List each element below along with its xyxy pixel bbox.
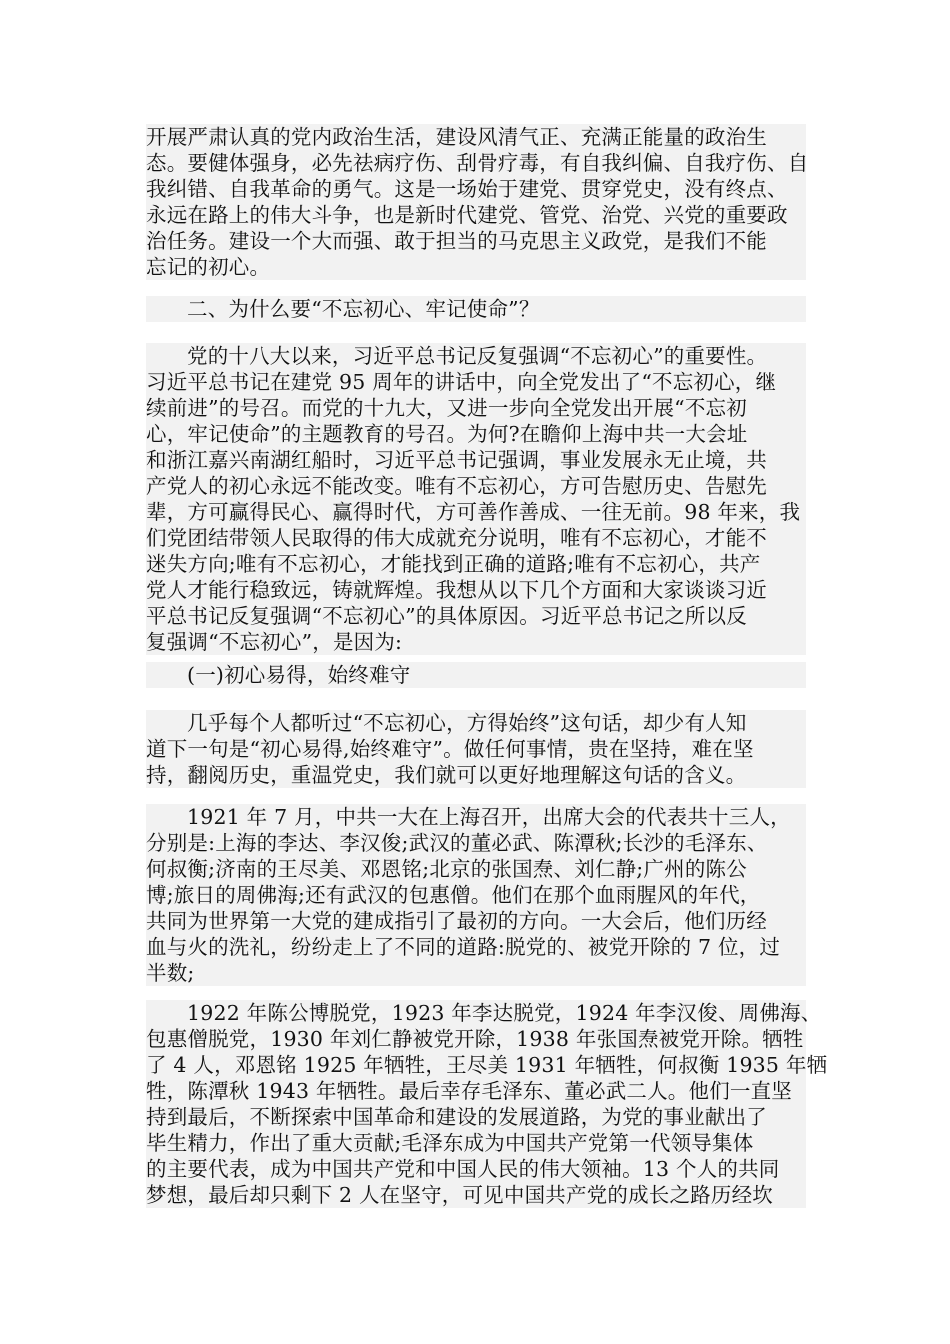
text-line: 血与火的洗礼，纷纷走上了不同的道路:脱党的、被党开除的 7 位，过 [146, 935, 781, 959]
text-line: 我纠错、自我革命的勇气。这是一场始于建党、贯穿党史，没有终点、 [146, 177, 788, 201]
text-line: 持，翻阅历史，重温党史，我们就可以更好地理解这句话的含义。 [146, 763, 747, 787]
text-line: 了 4 人，邓恩铭 1925 年牺牲，王尽美 1931 年牺牲，何叔衡 1935 年牺 [146, 1053, 828, 1077]
text-line: 何叔衡;济南的王尽美、邓恩铭;北京的张国焘、刘仁静;广州的陈公 [146, 857, 747, 881]
text-line: 党的十八大以来，习近平总书记反复强调“不忘初心”的重要性。 [187, 344, 768, 368]
text-line: 博;旅日的周佛海;还有武汉的包惠僧。他们在那个血雨腥风的年代， [146, 883, 761, 907]
text-line: 毕生精力，作出了重大贡献;毛泽东成为中国共产党第一代领导集体 [146, 1131, 754, 1155]
text-line: 们党团结带领人民取得的伟大成就充分说明，唯有不忘初心，才能不 [146, 526, 767, 550]
text-line: 共同为世界第一大党的建成指引了最初的方向。一大会后，他们历经 [146, 909, 767, 933]
text-line: 永远在路上的伟大斗争，也是新时代建党、管党、治党、兴党的重要政 [146, 203, 788, 227]
section-heading [146, 296, 806, 322]
text-line: 包惠僧脱党，1930 年刘仁静被党开除，1938 年张国焘被党开除。牺牲 [146, 1027, 804, 1051]
text-line: 分别是:上海的李达、李汉俊;武汉的董必武、陈潭秋;长沙的毛泽东、 [146, 831, 768, 855]
heading-line: (一)初心易得，始终难守 [187, 663, 411, 687]
text-line: 和浙江嘉兴南湖红船时，习近平总书记强调，事业发展永无止境，共 [146, 448, 767, 472]
paragraph-intro [146, 124, 809, 280]
text-line: 续前进”的号召。而党的十九大，又进一步向全党发出开展“不忘初 [146, 396, 747, 420]
text-line: 牲，陈潭秋 1943 年牺牲。最后幸存毛泽东、董必武二人。他们一直坚 [146, 1079, 793, 1103]
text-line: 梦想，最后却只剩下 2 人在坚守，可见中国共产党的成长之路历经坎 [146, 1183, 773, 1207]
text-line: 迷失方向;唯有不忘初心，才能找到正确的道路;唯有不忘初心，共产 [146, 552, 761, 576]
text-line: 开展严肃认真的党内政治生活，建设风清气正、充满正能量的政治生 [146, 125, 767, 149]
paragraph-1922 [146, 1000, 828, 1208]
text-line: 的主要代表，成为中国共产党和中国人民的伟大领袖。13 个人的共同 [146, 1157, 780, 1181]
text-line: 忘记的初心。 [146, 255, 271, 279]
text-line: 1922 年陈公博脱党，1923 年李达脱党，1924 年李汉俊、周佛海、 [187, 1001, 822, 1025]
text-line: 平总书记反复强调“不忘初心”的具体原因。习近平总书记之所以反 [146, 604, 747, 628]
text-line: 1921 年 7 月，中共一大在上海召开，出席大会的代表共十三人， [187, 805, 791, 829]
text-line: 产党人的初心永远不能改变。唯有不忘初心，方可告慰历史、告慰先 [146, 474, 767, 498]
text-line: 党人才能行稳致远，铸就辉煌。我想从以下几个方面和大家谈谈习近 [146, 578, 767, 602]
text-line: 习近平总书记在建党 95 周年的讲话中，向全党发出了“不忘初心，继 [146, 370, 777, 394]
text-line: 心，牢记使命”的主题教育的号召。为何?在瞻仰上海中共一大会址 [146, 422, 748, 446]
text-line: 几乎每个人都听过“不忘初心，方得始终”这句话，却少有人知 [187, 711, 747, 735]
text-line: 持到最后，不断探索中国革命和建设的发展道路，为党的事业献出了 [146, 1105, 767, 1129]
heading-line: 二、为什么要“不忘初心、牢记使命”？ [187, 297, 540, 321]
paragraph-saying [146, 710, 806, 788]
text-line: 半数; [146, 961, 195, 985]
subsection-heading [146, 662, 806, 688]
paragraph-1921 [146, 804, 806, 986]
text-line: 复强调“不忘初心”，是因为: [146, 630, 403, 654]
paragraph-why [146, 343, 806, 655]
text-line: 态。要健体强身，必先祛病疗伤、刮骨疗毒，有自我纠偏、自我疗伤、自 [146, 151, 809, 175]
text-line: 道下一句是“初心易得,始终难守”。做任何事情，贵在坚持，难在坚 [146, 737, 754, 761]
text-line: 辈，方可赢得民心、赢得时代，方可善作善成、一往无前。98 年来，我 [146, 500, 801, 524]
text-line: 治任务。建设一个大而强、敢于担当的马克思主义政党，是我们不能 [146, 229, 767, 253]
